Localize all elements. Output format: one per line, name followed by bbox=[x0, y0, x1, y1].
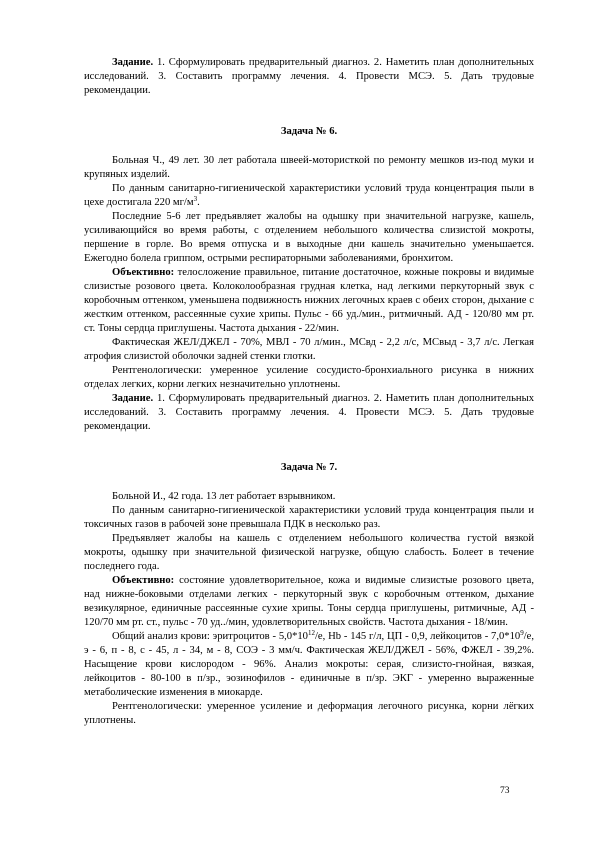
task-6-assignment-paragraph: Задание. 1. Сформулировать предварительный диагноз. 2. Наметить план дополнительных исследований. 3. Составить программу лечения. 4. Провести МСЭ. 5. Дать трудовые рекомендации. bbox=[84, 393, 534, 432]
task-7-xray-paragraph: Рентгенологически: умеренное усиление и деформация легочного рисунка, корни лёгких уплотнены. bbox=[84, 701, 534, 726]
task-7-lab-paragraph: Общий анализ крови: эритроцитов - $5,0*10^{12}/е$, Hb - 145 г/л, ЦП - 0,9, лейкоцитов - $7,0*10^9/е$, э - 6, п - 8, с - 45, л - 34, м - 8, СОЭ - 3 мм/ч. Фактическая ЖЕЛ/ДЖЕЛ - 56%, ФЖЕЛ - 39,2%. Насыщение крови кислородом - 96%. Анализ мокроты: серая, слизисто-гнойная, вязкая, лейкоцитов - 80-100 в п/зр., эозинофилов - единичные в п/зр. ЭКГ - умеренно выраженные метаболические изменения в миокарде. bbox=[84, 629, 534, 698]
task-6-patient-paragraph: Больная Ч., 49 лет. 30 лет работала швеей-мотористкой по ремонту мешков из-под муки и крупяных изделий. bbox=[84, 155, 534, 180]
task-6-objective-paragraph: Объективно: телосложение правильное, питание достаточное, кожные покровы и видимые слизистые розового цвета. Колоколообразная грудная клетка, над легкими перкуторный звук с коробочным оттенком, уменьшена подвижность нижних легочных краев с обеих сторон, дыхание с жестким оттенком, рассеянные сухие хрипы. Пульс - 66 уд./мин., ритмичный. АД - 120/80 мм рт. ст. Тоны сердца приглушены. Частота дыхания - 22/мин. bbox=[84, 267, 534, 334]
task-6-title: Задача № 6. bbox=[280, 126, 338, 137]
assignment-paragraph: Задание. 1. Сформулировать предварительный диагноз. 2. Наметить план дополнительных исследований. 3. Составить программу лечения. 4. Провести МСЭ. 5. Дать трудовые рекомендации. bbox=[84, 57, 534, 96]
task-7-complaints-paragraph: Предъявляет жалобы на кашель с отделением небольшого количества густой вязкой мокроты, одышку при значительной физической нагрузке, общую слабость. Болеет в течение последнего года. bbox=[84, 533, 534, 572]
assignment-label: Задание. bbox=[112, 57, 154, 68]
task-6-xray-paragraph: Рентгенологически: умеренное усиление сосудисто-бронхиального рисунка в нижних отделах легких, корни легких незначительно уплотнены. bbox=[84, 365, 534, 390]
objective-label: Объективно: bbox=[112, 575, 175, 586]
page-number: 73 bbox=[500, 786, 510, 796]
task-7-objective-paragraph: Объективно: состояние удовлетворительное, кожа и видимые слизистые розового цвета, над нижне-боковыми отделами легких - перкуторный звук с коробочным оттенком, дыхание везикулярное, единичные рассеянные сухие хрипы. Тоны сердца приглушены, ритмичные, АД - 120/70 мм рт. ст., пульс - 70 уд../мин, удовлетворительных свойств. Частота дыхания - 18/мин. bbox=[84, 575, 534, 628]
objective-label: Объективно: bbox=[112, 267, 175, 278]
task-6-complaints-paragraph: Последние 5-6 лет предъявляет жалобы на одышку при значительной нагрузке, кашель, усиливающийся во время работы, с отделением небольшого количества слизистой мокроты, першение в горле. Во время отпуска и в выходные дни кашель значительно уменьшается. Ежегодно болела гриппом, острыми респираторными заболеваниями, бронхитом. bbox=[84, 211, 534, 264]
assignment-label: Задание. bbox=[112, 393, 154, 404]
task-7-patient-paragraph: Больной И., 42 года. 13 лет работает взрывником. bbox=[112, 491, 336, 502]
task-7-hygiene-paragraph: По данным санитарно-гигиенической характеристики условий труда концентрация пыли и токсичных газов в рабочей зоне превышала ПДК в несколько раз. bbox=[84, 505, 534, 530]
task-6-spirometry-paragraph: Фактическая ЖЕЛ/ДЖЕЛ - 70%, МВЛ - 70 л/мин., МСвд - 2,2 л/с, МСвыд - 3,7 л/с. Легкая атрофия слизистой оболочки задней стенки глотки. bbox=[84, 337, 534, 362]
task-7-title: Задача № 7. bbox=[280, 462, 338, 473]
task-6-hygiene-paragraph: По данным санитарно-гигиенической характеристики условий труда концентрация пыли в цехе достигала 220 $мг/м^3$. bbox=[84, 183, 534, 208]
